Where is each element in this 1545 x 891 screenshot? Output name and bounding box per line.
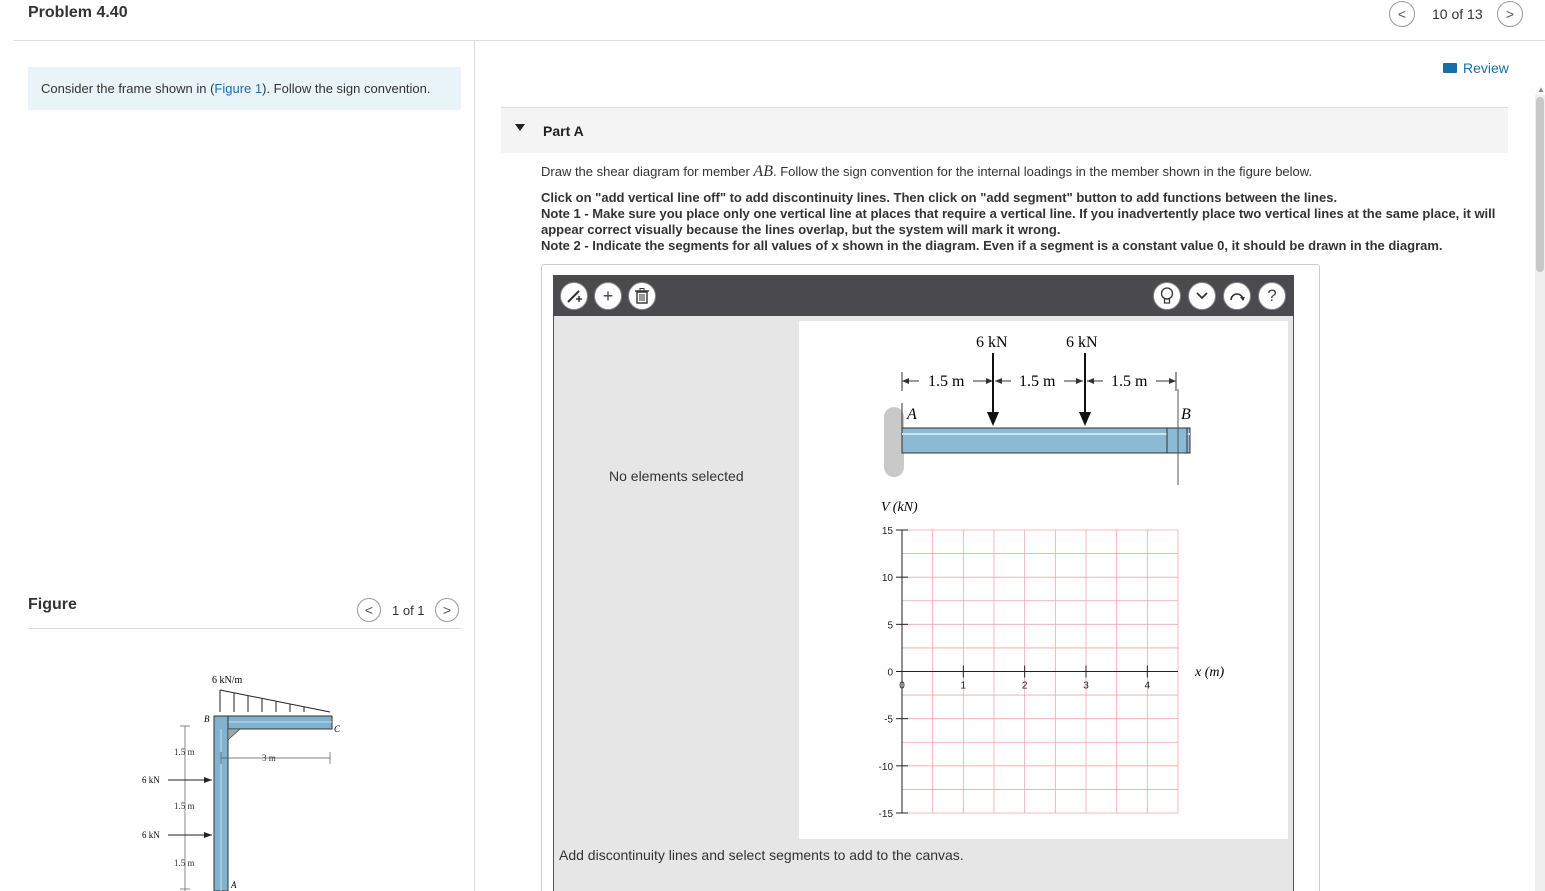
- x-tick-label: 0: [899, 680, 905, 692]
- plus-icon: +: [602, 285, 614, 306]
- beam-dim-3: 1.5 m: [1111, 373, 1148, 390]
- drawing-toolbar: [553, 275, 1294, 316]
- point-c-label: C: [334, 724, 341, 734]
- chart-xlabel: x (m): [1195, 665, 1225, 680]
- problem-title: Problem 4.40: [28, 4, 128, 21]
- problem-position: 10 of 13: [1432, 6, 1483, 22]
- figure-divider: [28, 628, 461, 629]
- beam-force-2: 6 kN: [1066, 334, 1098, 351]
- distributed-load: [220, 690, 330, 712]
- instruction-notes: [541, 190, 1501, 254]
- y-tick-label: 0: [887, 667, 893, 679]
- figure-prev-button[interactable]: [357, 598, 381, 622]
- y-tick-label: -10: [878, 761, 893, 773]
- frame-dim-2: 1.5 m: [174, 801, 195, 811]
- figure-count: 1 of 1: [392, 603, 425, 618]
- book-icon: [1443, 63, 1457, 73]
- x-tick-label: 1: [960, 680, 967, 692]
- point-b-label: B: [204, 714, 210, 724]
- chart-ylabel: V (kN): [881, 500, 918, 515]
- member-label: AB: [753, 163, 773, 180]
- shear-chart: [879, 500, 1225, 820]
- load-label: 6 kN/m: [212, 675, 243, 686]
- help-button[interactable]: [1258, 282, 1286, 310]
- instruction-note-2: Note 2 - Indicate the segments for all values of x shown in the diagram. Even if a segment is a constant value 0, it should be drawn in the diagram.: [541, 238, 1443, 253]
- frame-force-1: 6 kN: [142, 775, 160, 785]
- point-a-label: A: [231, 880, 237, 890]
- frame-figure: [130, 660, 370, 891]
- x-tick-label: 3: [1083, 680, 1089, 692]
- beam-dim-1: 1.5 m: [928, 373, 965, 390]
- beam-dim-2: 1.5 m: [1019, 373, 1056, 390]
- figure-heading: Figure: [28, 596, 77, 613]
- trash-icon: [635, 288, 649, 304]
- drawing-canvas[interactable]: [799, 321, 1288, 839]
- canvas-svg[interactable]: [799, 321, 1288, 839]
- instruction-prefix: Draw the shear diagram for member: [541, 164, 754, 179]
- beam-point-b: B: [1181, 406, 1191, 423]
- x-tick-label: 4: [1144, 680, 1151, 692]
- no-selection-text: No elements selected: [609, 468, 744, 484]
- chevron-right-icon: >: [442, 602, 452, 618]
- review-label: Review: [1463, 60, 1509, 76]
- hint-button[interactable]: [1153, 282, 1181, 310]
- chevron-left-icon: <: [1397, 6, 1407, 22]
- tool-status-text: Add discontinuity lines and select segments to add to the canvas.: [559, 847, 964, 863]
- chevron-down-icon: [1196, 292, 1208, 300]
- options-dropdown-button[interactable]: [1188, 282, 1216, 310]
- help-icon: ?: [1267, 286, 1277, 305]
- part-a-header[interactable]: [501, 108, 1508, 153]
- reset-button[interactable]: [1223, 282, 1251, 310]
- add-segment-button[interactable]: [594, 282, 622, 310]
- header-divider: [14, 40, 1545, 41]
- instruction-text: [541, 163, 1312, 181]
- previous-problem-button[interactable]: [1389, 1, 1415, 27]
- instruction-click: Click on "add vertical line off" to add discontinuity lines. Then click on "add segment" button to add functions between the lines.: [541, 190, 1338, 205]
- add-vertical-line-button[interactable]: [560, 282, 588, 310]
- intro-prefix: Consider the frame shown in (: [41, 81, 215, 96]
- caret-down-icon[interactable]: [515, 124, 525, 131]
- beam-member: [902, 428, 1190, 453]
- chevron-left-icon: <: [364, 602, 374, 618]
- dim-3m-label: 3 m: [262, 753, 276, 763]
- beam-schematic: [884, 334, 1191, 485]
- scroll-up-icon[interactable]: ▲: [1537, 85, 1545, 94]
- force-1-arrow: [987, 412, 999, 426]
- chevron-right-icon: >: [1505, 6, 1515, 22]
- next-problem-button[interactable]: [1497, 1, 1523, 27]
- y-tick-label: -15: [878, 809, 893, 820]
- x-tick-label: 2: [1021, 680, 1028, 692]
- panel-divider: [474, 41, 475, 891]
- frame-force-2: 6 kN: [142, 830, 160, 840]
- scrollbar-thumb[interactable]: [1536, 97, 1544, 272]
- y-tick-label: 5: [887, 620, 893, 632]
- beam-force-1: 6 kN: [976, 334, 1008, 351]
- y-tick-label: 10: [881, 573, 893, 585]
- figure-next-button[interactable]: [435, 598, 459, 622]
- reset-icon: [1228, 288, 1246, 304]
- figure-link[interactable]: Figure 1: [214, 81, 263, 96]
- add-vertical-line-icon: [565, 287, 583, 305]
- y-tick-label: -5: [884, 714, 893, 726]
- force-2-arrow: [1079, 412, 1091, 426]
- beam-point-a: A: [907, 406, 917, 423]
- y-tick-label: 15: [881, 526, 893, 537]
- problem-intro: [28, 67, 461, 110]
- frame-dim-3: 1.5 m: [174, 858, 195, 868]
- review-link[interactable]: [1443, 60, 1509, 76]
- instruction-suffix: . Follow the sign convention for the internal loadings in the member shown in the figure below.: [772, 164, 1313, 179]
- instruction-note-1: Note 1 - Make sure you place only one vertical line at places that require a vertical line. If you inadvertently place two vertical lines at the same place, it will appear correct visually because the lines overlap, but the system will mark it wrong.: [541, 206, 1496, 237]
- part-title: Part A: [543, 123, 584, 139]
- wall-support: [884, 407, 904, 477]
- lightbulb-icon: [1160, 287, 1174, 305]
- intro-suffix: ). Follow the sign convention.: [262, 81, 431, 96]
- delete-button[interactable]: [628, 282, 656, 310]
- frame-dim-1: 1.5 m: [174, 747, 195, 757]
